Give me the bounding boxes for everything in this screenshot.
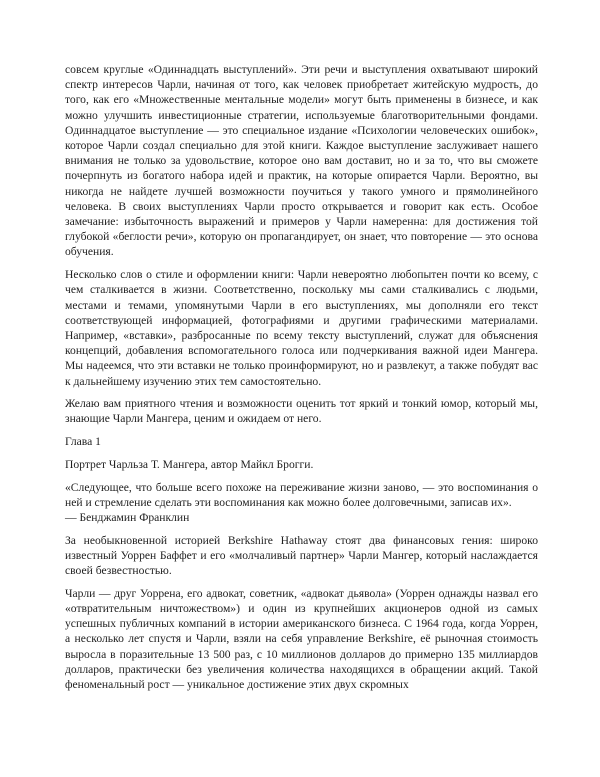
continuation-paragraph-3: Желаю вам приятного чтения и возможности оценить тот яркий и тонкий юмор, который мы, знающие Чарли Мангера, ценим и ожидаем от него. bbox=[65, 397, 538, 426]
body-paragraph-1: За необыкновенной историей Berkshire Hathaway стоят два финансовых гения: широко известный Уоррен Баффет и его «молчаливый партнер» Чарли Мангер, который наслаждается своей безвестностью. bbox=[65, 533, 538, 578]
epigraph bbox=[65, 480, 538, 526]
chapter-heading: Глава 1 bbox=[65, 435, 101, 449]
epigraph-quote: «Следующее, что больше всего похоже на переживание жизни заново, — это воспоминания о ней и стремление сделать эти воспоминания как можно более долговечными, записав их». bbox=[65, 480, 538, 509]
continuation-paragraph-1: совсем круглые «Одиннадцать выступлений». Эти речи и выступления охватывают широкий спектр интересов Чарли, начиная от того, как человек приобретает житейскую мудрость, до того, как его «Множественные ментальные модели» могут быть применены в бизнесе, и как можно улучшить инвестиционные стратегии, используемые благотворительными фондами. Одиннадцатое выступление — это специальное издание «Психологии человеческих ошибок», которое Чарли создал специально для этой книги. Каждое выступление заслуживает нашего внимания не только за удовольствие, которое оно вам доставит, но и за то, что вы сможете почерпнуть из богатого набора идей и практик, на которые опирается Чарли. Вероятно, вы никогда не найдете лучшей возможности поучиться у такого умного и прямолинейного человека. В своих выступлениях Чарли просто открывается и говорит как есть. Особое замечание: избыточность выражений и примеров у Чарли намеренна: для достижения той глубокой «беглости речи», которую он пропагандирует, он знает, что повторение — это основа обучения. bbox=[65, 63, 538, 259]
body-paragraph-2: Чарли — друг Уоррена, его адвокат, советник, «адвокат дьявола» (Уоррен однажды назвал его «отвратительным ничтожеством») и один из крупнейших акционеров одной из самых успешных публичных компаний в истории американского бизнеса. С 1964 года, когда Уоррен, а несколько лет спустя и Чарли, взяли на себя управление Berkshire, её рыночная стоимость выросла в поразительные 13 500 раз, с 10 миллионов долларов до примерно 135 миллиардов долларов, практически без увеличения количества находящихся в обращении акций. Такой феноменальный рост — уникальное достижение этих двух скромных bbox=[65, 586, 538, 692]
continuation-paragraph-2: Несколько слов о стиле и оформлении книги: Чарли невероятно любопытен почти ко всему, с чем сталкивается в жизни. Соответственно, поскольку мы сами сталкивались с людьми, местами и темами, упомянутыми Чарли в его выступлениях, мы дополняли его текст соответствующей информацией, фотографиями и другими графическими материалами. Например, «вставки», разбросанные по всему тексту выступлений, служат для объяснения концепций, добавления вспомогательного голоса или подчеркивания важной идеи Мангера. Мы надеемся, что эти вставки не только проинформируют, но и развлекут, а также побудят вас к дальнейшему изучению этих тем самостоятельно. bbox=[65, 268, 538, 388]
epigraph-attribution: — Бенджамин Франклин bbox=[65, 510, 190, 524]
chapter-subtitle: Портрет Чарльза Т. Мангера, автор Майкл Брогги. bbox=[65, 457, 314, 471]
